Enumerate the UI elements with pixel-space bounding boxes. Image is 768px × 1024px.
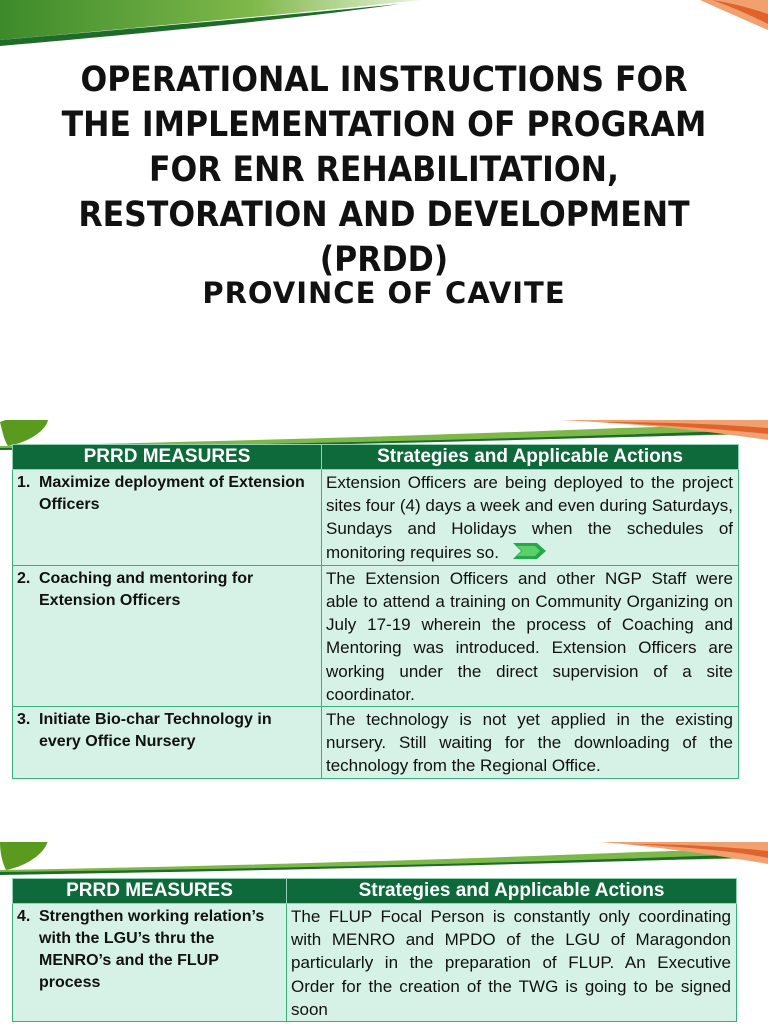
measure-cell: [13, 904, 287, 1022]
measure-cell: [13, 565, 322, 706]
action-cell: The FLUP Focal Person is constantly only coordinating with MENRO and MPDO of the LGU of Maragondon particularly in the preparation of FLUP. An Executive Order for the creation of the TWG is going to be signed soon: [287, 904, 737, 1022]
measure-text: Initiate Bio-char Technology in every Office Nursery: [39, 710, 272, 750]
measures-slide-2: [0, 842, 768, 1024]
measure-cell: [13, 470, 322, 566]
measures-slide-1: [0, 420, 768, 842]
prrd-measures-table-1: [12, 444, 739, 779]
measure-cell: [13, 706, 322, 778]
measure-number: 2.: [17, 569, 31, 587]
table-header-row: [13, 445, 739, 470]
title-slide: [0, 0, 768, 420]
measure-number: 4.: [17, 908, 31, 925]
column-header-measures: PRRD MEASURES: [13, 445, 322, 470]
column-header-actions: Strategies and Applicable Actions: [322, 445, 739, 470]
measure-number: 1.: [17, 474, 31, 491]
table-row: [13, 565, 739, 706]
table-header-row: [13, 879, 737, 904]
column-header-actions: Strategies and Applicable Actions: [287, 879, 737, 904]
table-row: [13, 904, 737, 1022]
action-cell: The Extension Officers and other NGP Staff were able to attend a training on Community Organizing on July 17-19 wherein the process of Coaching and Mentoring was introduced. Extension Officers are working under the direct supervision of a site coordinator.: [322, 565, 739, 706]
chevron-right-arrow-icon[interactable]: [513, 542, 547, 565]
table-row: [13, 470, 739, 566]
slide-title: OPERATIONAL INSTRUCTIONS FOR THE IMPLEMENTATION OF PROGRAM FOR ENR REHABILITATION, RESTORATION AND DEVELOPMENT (PRDD): [61, 60, 707, 280]
action-cell: [322, 470, 739, 566]
column-header-measures: PRRD MEASURES: [13, 879, 287, 904]
slide-banner-decoration: [0, 842, 768, 876]
prrd-measures-table-2: [12, 878, 737, 1022]
table-row: [13, 706, 739, 778]
measure-text: Maximize deployment of Extension Officers: [39, 474, 305, 513]
action-text: Extension Officers are being deployed to the project sites four (4) days a week and even during Saturdays, Sundays and Holidays when the schedules of monitoring requires so.: [326, 473, 733, 562]
action-cell: The technology is not yet applied in the existing nursery. Still waiting for the downloading of the technology from the Regional Office.: [322, 706, 739, 778]
measure-text: Strengthen working relation’s with the LGU’s thru the MENRO’s and the FLUP process: [39, 908, 265, 991]
slide-subtitle: PROVINCE OF CAVITE: [202, 276, 566, 310]
measure-text: Coaching and mentoring for Extension Officers: [39, 569, 254, 609]
measure-number: 3.: [17, 710, 31, 728]
top-banner-decoration: [0, 0, 768, 60]
